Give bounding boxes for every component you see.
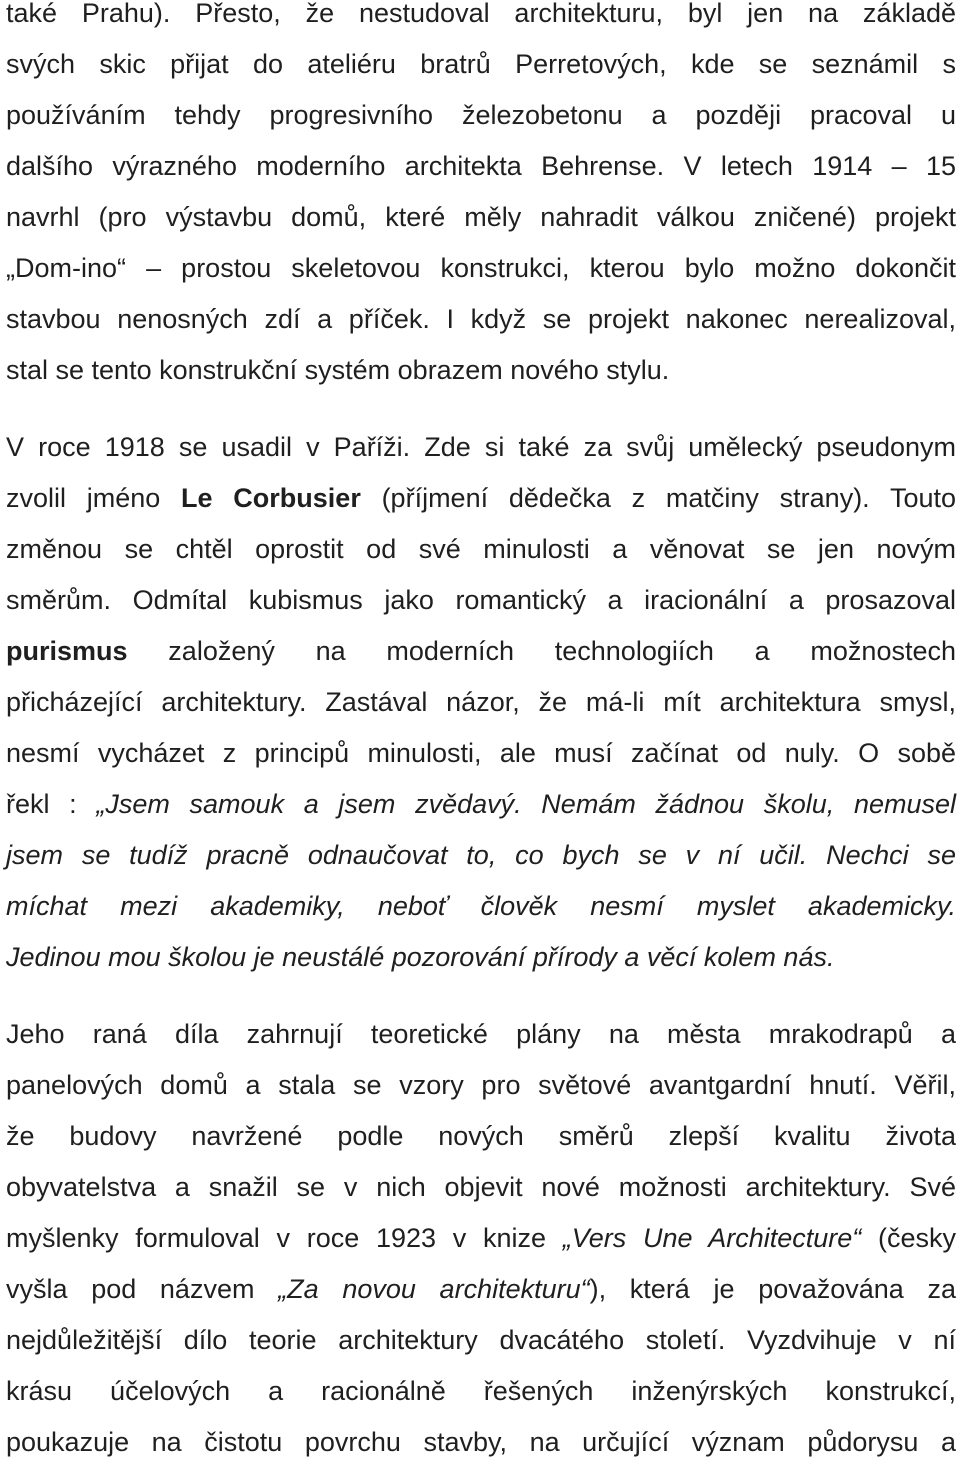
text-line xyxy=(6,141,956,192)
text-segment: V roce 1918 se usadil v Paříži. Zde si také za svůj umělecký pseudonym xyxy=(6,432,956,462)
text-segment: dalšího výrazného moderního architekta Behrense. V letech 1914 – 15 xyxy=(6,151,956,181)
text-segment: že budovy navržené podle nových směrů zlepší kvalitu života xyxy=(6,1121,956,1151)
text-segment: panelových domů a stala se vzory pro světové avantgardní hnutí. Věřil, xyxy=(6,1070,956,1100)
text-segment: svých skic přijat do ateliéru bratrů Perretových, kde se seznámil s xyxy=(6,49,956,79)
text-line xyxy=(6,0,956,39)
text-line xyxy=(6,192,956,243)
text-line xyxy=(6,1111,956,1162)
text-line xyxy=(6,575,956,626)
text-segment: Jeho raná díla zahrnují teoretické plány na města mrakodrapů a xyxy=(6,1019,956,1049)
text-segment: stal se tento konstrukční systém obrazem nového stylu. xyxy=(6,355,670,385)
italic-text: „Jsem samouk a jsem zvědavý. Nemám žádnou školu, nemusel xyxy=(96,789,956,819)
text-segment: směrům. Odmítal kubismus jako romantický a iracionální a prosazoval xyxy=(6,585,956,615)
text-line xyxy=(6,728,956,779)
text-segment: přicházející architektury. Zastával názor, že má-li mít architektura smysl, xyxy=(6,687,956,717)
text-segment: nesmí vycházet z principů minulosti, ale musí začínat od nuly. O sobě xyxy=(6,738,956,768)
text-line xyxy=(6,90,956,141)
text-line xyxy=(6,677,956,728)
text-line xyxy=(6,243,956,294)
text-segment: také Prahu). Přesto, že nestudoval architekturu, byl jen na základě xyxy=(6,0,956,28)
text-line xyxy=(6,830,956,881)
text-segment: stavbou nenosných zdí a příček. I když se projekt nakonec nerealizoval, xyxy=(6,304,956,334)
text-line xyxy=(6,1060,956,1111)
text-line xyxy=(6,1315,956,1366)
italic-text: jsem se tudíž pracně odnaučovat to, co bych se v ní učil. Nechci se xyxy=(6,840,956,870)
text-segment: používáním tehdy progresivního železobetonu a později pracoval u xyxy=(6,100,956,130)
text-line xyxy=(6,1264,956,1315)
text-segment: myšlenky formuloval v roce 1923 v knize xyxy=(6,1223,563,1253)
text-segment: vyšla pod názvem xyxy=(6,1274,279,1304)
text-segment: řekl : xyxy=(6,789,97,819)
text-line xyxy=(6,1162,956,1213)
text-line xyxy=(6,1366,956,1417)
text-line xyxy=(6,39,956,90)
text-line xyxy=(6,1213,956,1264)
bold-text: Le Corbusier xyxy=(181,483,361,513)
text-segment: změnou se chtěl oprostit od své minulosti a věnovat se jen novým xyxy=(6,534,956,564)
text-segment: poukazuje na čistotu povrchu stavby, na určující význam půdorysu a xyxy=(6,1427,956,1457)
text-line xyxy=(6,345,669,396)
text-line xyxy=(6,1009,956,1060)
text-segment: „Dom-ino“ – prostou skeletovou konstrukci, kterou bylo možno dokončit xyxy=(6,253,956,283)
text-line xyxy=(6,422,956,473)
text-line xyxy=(6,1417,956,1468)
text-segment: (příjmení dědečka z matčiny strany). Touto xyxy=(360,483,956,513)
italic-text: „Vers Une Architecture“ xyxy=(562,1223,862,1253)
text-line xyxy=(6,779,956,830)
text-segment: založený na moderních technologiích a možnostech xyxy=(127,636,956,666)
bold-text: purismus xyxy=(6,636,128,666)
italic-text: míchat mezi akademiky, neboť člověk nesmí myslet akademicky. xyxy=(6,891,956,921)
text-line xyxy=(6,932,834,983)
text-segment: krásu účelových a racionálně řešených inženýrských konstrukcí, xyxy=(6,1376,956,1406)
text-segment: navrhl (pro výstavbu domů, které měly nahradit válkou zničené) projekt xyxy=(6,202,956,232)
text-line xyxy=(6,626,956,677)
italic-text: „Za novou architekturu“ xyxy=(278,1274,590,1304)
text-segment: (česky xyxy=(861,1223,956,1253)
text-segment: ), která je považována za xyxy=(589,1274,957,1304)
text-segment: obyvatelstva a snažil se v nich objevit nové možnosti architektury. Své xyxy=(6,1172,956,1202)
text-segment: zvolil jméno xyxy=(6,483,182,513)
text-line xyxy=(6,473,956,524)
text-segment: nejdůležitější dílo teorie architektury dvacátého století. Vyzdvihuje v ní xyxy=(6,1325,956,1355)
text-line xyxy=(6,294,956,345)
text-line xyxy=(6,881,956,932)
text-line xyxy=(6,524,956,575)
italic-text: Jedinou mou školou je neustálé pozorování přírody a věcí kolem nás. xyxy=(6,942,835,972)
